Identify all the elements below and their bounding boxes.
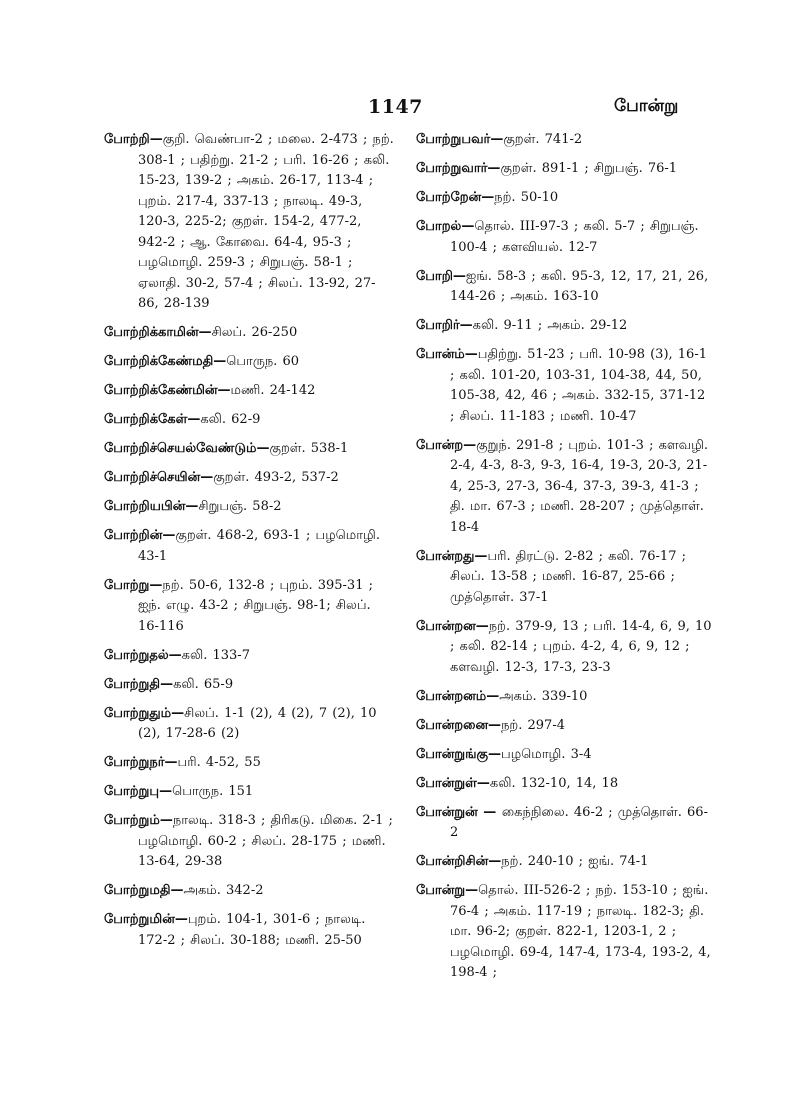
entry-headword: போற்றுமதி—: [104, 883, 184, 898]
entry-references: நற். 240-10 ; ஐங். 74-1: [501, 854, 649, 869]
entry-references: கலி. 9-11 ; அகம். 29-12: [472, 318, 628, 333]
entry-references: கலி. 65-9: [173, 676, 234, 692]
entry-headword: போற்றியபின்—: [104, 499, 199, 514]
entry-references: தொல். III-526-2 ; நற். 153-10 ; ஐங். 76-4 ; அகம். 117-19 ; நாலடி. 182-3; தி. மா. 96-2; குறள். 822-1, 1203-1, 2 ; பழமொழி. 69-4, 147-4, 173-4, 193-2, 4, 198-4 ;: [450, 883, 711, 980]
index-entry: [416, 188, 712, 209]
entry-headword: போன்றிசின்—: [416, 854, 502, 869]
entry-headword: போற்றி—: [104, 132, 163, 147]
index-entry: [104, 646, 394, 667]
index-entry: [416, 316, 712, 337]
entry-headword: போன்ற—: [416, 437, 477, 453]
entry-references: மணி. 24-142: [230, 383, 316, 398]
index-entry: [416, 267, 712, 308]
index-entry: [416, 547, 712, 609]
entry-headword: போற்றுபவர்—: [416, 132, 504, 147]
entry-headword: போற்றின்—: [104, 528, 176, 543]
index-entry: [416, 774, 712, 795]
index-entry: [416, 345, 712, 427]
entry-references: பரி. திரட்டு. 2-82 ; கலி. 76-17 ; சிலப். 13-58 ; மணி. 16-87, 25-66 ; முத்தொள். 37-1: [450, 548, 686, 605]
index-entry: [104, 439, 394, 460]
entry-headword: போற்றிக்கேள்—: [104, 412, 201, 427]
index-entry: [416, 745, 712, 766]
running-head: போன்று: [614, 96, 679, 116]
index-entry: [104, 410, 394, 431]
index-entry: [416, 716, 712, 737]
entry-headword: போற்றேன்—: [416, 190, 495, 205]
entry-references: குறுந். 291-8 ; புறம். 101-3 ; களவழி. 2-4, 4-3, 8-3, 9-3, 16-4, 19-3, 20-3, 21-4, 25-3, 27-3, 36-4, 37-3, 39-3, 41-3 ; தி. மா. 67-3 ; மணி. 28-207 ; முத்தொள். 18-4: [450, 437, 709, 535]
index-entry: [104, 576, 394, 638]
entry-references: நாலடி. 318-3 ; திரிகடு. மிகை. 2-1 ; பழமொழி. 60-2 ; சிலப். 28-175 ; மணி. 13-64, 29-38: [138, 813, 393, 869]
index-entry: [104, 381, 394, 402]
index-entry: [416, 687, 712, 708]
entry-references: ஐங். 58-3 ; கலி. 95-3, 12, 17, 21, 26, 144-26 ; அகம். 163-10: [450, 268, 709, 304]
entry-headword: போற்றிக்கேண்மின்—: [104, 383, 231, 398]
entry-headword: போற்றிக்கேண்மதி—: [104, 354, 227, 369]
entry-references: குறள். 493-2, 537-2: [213, 470, 339, 485]
entry-headword: போற்றுநர்—: [104, 755, 178, 770]
index-entry: [104, 811, 394, 873]
entry-references: நற். 379-9, 13 ; பரி. 14-4, 6, 9, 10 ; கலி. 82-14 ; புறம். 4-2, 4, 6, 9, 12 ; களவழி. 12-3, 17-3, 23-3: [450, 618, 712, 675]
entry-headword: போன்றன—: [416, 618, 489, 634]
index-entry: [104, 323, 394, 344]
entry-headword: போன்றது—: [416, 548, 488, 564]
entry-headword: போற்றுபு—: [104, 784, 173, 799]
entry-headword: போன்றுங்கு—: [416, 746, 502, 762]
entry-references: குறள். 891-1 ; சிறுபஞ். 76-1: [500, 161, 678, 176]
index-entry: [416, 803, 712, 844]
entry-headword: போறல்—: [416, 219, 475, 234]
entry-headword: போற்றுதல்—: [104, 647, 182, 663]
entry-references: குறள். 468-2, 693-1 ; பழமொழி. 43-1: [138, 528, 380, 564]
index-entry: [416, 617, 712, 679]
entry-references: குறள். 538-1: [269, 441, 349, 456]
entry-headword: போன்றனை—: [416, 717, 502, 733]
index-entry: [104, 497, 394, 518]
index-entry: [104, 881, 394, 902]
index-entry: [416, 130, 712, 151]
entry-headword: போன்றுன் —: [416, 804, 502, 820]
entry-references: கலி. 132-10, 14, 18: [489, 775, 619, 791]
entry-headword: போற்றுதும்—: [104, 705, 185, 721]
entry-references: பொருந. 60: [226, 354, 300, 369]
entry-references: நற். 297-4: [501, 717, 565, 733]
page-number: 1147: [368, 96, 423, 118]
index-entry: [104, 782, 394, 803]
entry-references: கைந்நிலை. 46-2 ; முத்தொள். 66-2: [450, 804, 708, 840]
entry-headword: போன்றுள்—: [416, 775, 490, 791]
entry-references: சிறுபஞ். 58-2: [198, 499, 282, 514]
right-column: [416, 130, 712, 992]
entry-references: கலி. 133-7: [181, 647, 250, 663]
entry-headword: போற்று—: [104, 577, 163, 593]
index-entry: [104, 753, 394, 774]
entry-references: புறம். 104-1, 301-6 ; நாலடி. 172-2 ; சிலப். 30-188; மணி. 25-50: [138, 912, 366, 948]
index-entry: [416, 881, 712, 984]
entry-headword: போறிர்—: [416, 318, 473, 333]
entry-headword: போன்றனம்—: [416, 688, 500, 704]
index-entry: [416, 217, 712, 258]
entry-headword: போற்றுமின்—: [104, 912, 188, 927]
left-column: [104, 130, 394, 960]
entry-headword: போன்ம்—: [416, 347, 478, 362]
entry-references: குறி. வெண்பா-2 ; மலை. 2-473 ; நற். 308-1 ; பதிற்று. 21-2 ; பரி. 16-26 ; கலி. 15-23, 139-2 ; அகம். 26-17, 113-4 ; புறம். 217-4, 337-13 ; நாலடி. 49-3, 120-3, 225-2; குறள். 154-2, 477-2, 942-2 ; ஆ. கோவை. 64-4, 95-3 ; பழமொழி. 259-3 ; சிறுபஞ். 58-1 ; ஏலாதி. 30-2, 57-4 ; சிலப். 13-92, 27-86, 28-139: [138, 132, 394, 311]
entry-references: நற். 50-6, 132-8 ; புறம். 395-31 ; ஐந். எழு. 43-2 ; சிறுபஞ். 98-1; சிலப். 16-116: [138, 577, 373, 634]
entry-references: தொல். III-97-3 ; கலி. 5-7 ; சிறுபஞ். 100-4 ; களவியல். 12-7: [450, 219, 699, 255]
index-entry: [416, 436, 712, 539]
index-entry: [104, 130, 394, 315]
index-entry: [104, 526, 394, 567]
entry-references: அகம். 339-10: [499, 688, 588, 704]
entry-references: கலி. 62-9: [200, 412, 261, 427]
entry-references: பொருந. 151: [172, 784, 254, 799]
index-entry: [104, 352, 394, 373]
entry-headword: போற்றிக்காமின்—: [104, 325, 212, 340]
entry-references: அகம். 342-2: [183, 883, 264, 898]
entry-references: பழமொழி. 3-4: [501, 746, 592, 762]
entry-references: பதிற்று. 51-23 ; பரி. 10-98 (3), 16-1 ; கலி. 101-20, 103-31, 104-38, 44, 50, 105-38, 42, 46 ; அகம். 332-15, 371-12 ; சிலப். 11-183 ; மணி. 10-47: [450, 347, 707, 424]
entry-references: நற். 50-10: [494, 190, 559, 205]
entry-headword: போற்றிச்செயின்—: [104, 470, 214, 485]
entry-references: சிலப். 26-250: [211, 325, 298, 340]
entry-references: சிலப். 1-1 (2), 4 (2), 7 (2), 10 (2), 17-28-6 (2): [138, 705, 377, 741]
index-entry: [104, 468, 394, 489]
entry-headword: போற்றுவார்—: [416, 161, 501, 176]
entry-headword: போற்றிச்செயல்வேண்டும்—: [104, 441, 270, 456]
entry-headword: போன்று—: [416, 883, 479, 898]
entry-references: பரி. 4-52, 55: [177, 755, 261, 770]
entry-headword: போற்றும்—: [104, 813, 173, 828]
entry-headword: போறி—: [416, 268, 466, 284]
entry-headword: போற்றுதி—: [104, 676, 174, 692]
entry-references: குறள். 741-2: [503, 132, 583, 147]
index-entry: [104, 704, 394, 745]
index-entry: [104, 675, 394, 696]
index-entry: [416, 852, 712, 873]
index-entry: [104, 910, 394, 951]
index-entry: [416, 159, 712, 180]
